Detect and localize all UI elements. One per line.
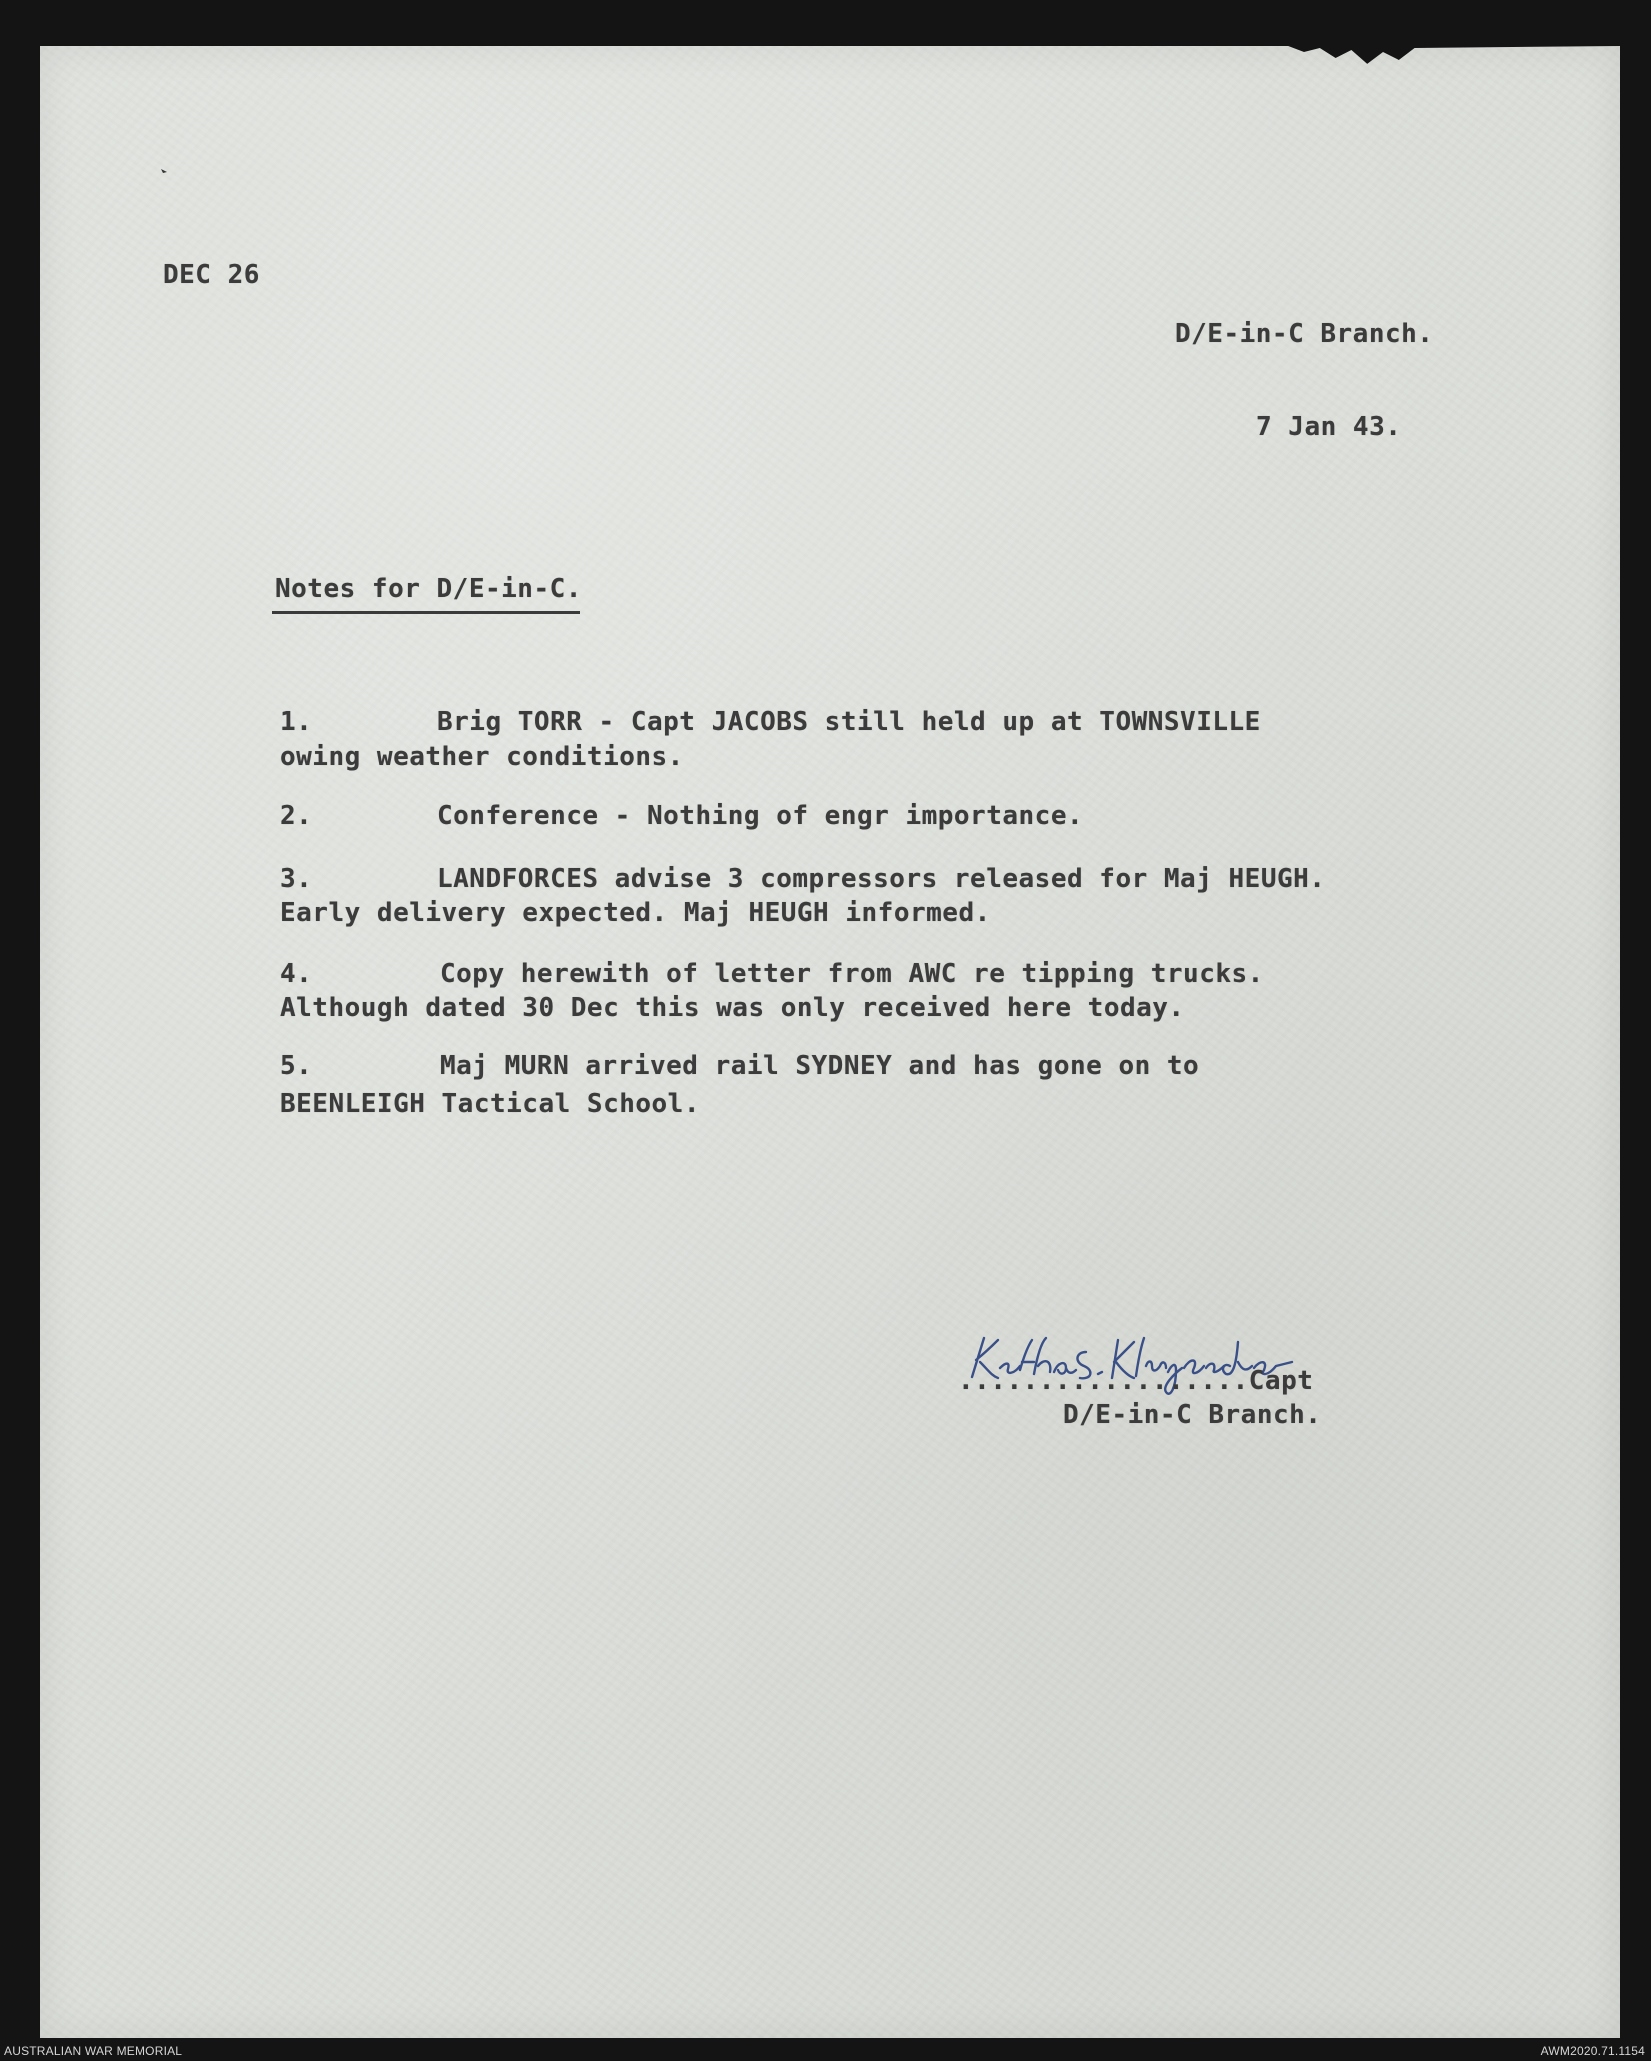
item-number: 3. — [280, 864, 313, 894]
document-date: 7 Jan 43. — [1256, 412, 1402, 442]
footer-left-credit: AUSTRALIAN WAR MEMORIAL — [4, 2044, 183, 2058]
item-text-line2: Although dated 30 Dec this was only received here today. — [280, 993, 1185, 1023]
item-text-line2: BEENLEIGH Tactical School. — [280, 1089, 700, 1119]
item-text-line2: owing weather conditions. — [280, 742, 684, 772]
item-number: 5. — [280, 1051, 313, 1081]
item-text-line2: Early delivery expected. Maj HEUGH informed. — [280, 898, 991, 928]
item-number: 4. — [280, 959, 313, 989]
item-text-line1: Brig TORR - Capt JACOBS still held up at TOWNSVILLE — [437, 707, 1261, 737]
item-text-line1: Conference - Nothing of engr importance. — [437, 801, 1084, 831]
item-text-line1: LANDFORCES advise 3 compressors released for Maj HEUGH. — [437, 864, 1326, 894]
footer-right-ref: AWM2020.71.1154 — [1540, 2044, 1645, 2058]
signature-line: ..................Capt — [958, 1366, 1314, 1396]
item-number: 2. — [280, 801, 313, 831]
ref-note: DEC 26 — [163, 260, 260, 290]
signature-branch: D/E-in-C Branch. — [1063, 1400, 1322, 1430]
item-text-line1: Maj MURN arrived rail SYDNEY and has gone on to — [440, 1051, 1200, 1081]
title-underline — [272, 611, 580, 614]
branch-header: D/E-in-C Branch. — [1175, 319, 1434, 349]
page-title: Notes for D/E-in-C. — [275, 574, 582, 604]
ink-speck-icon — [160, 168, 170, 178]
item-text-line1: Copy herewith of letter from AWC re tipping trucks. — [440, 959, 1264, 989]
item-number: 1. — [280, 707, 313, 737]
